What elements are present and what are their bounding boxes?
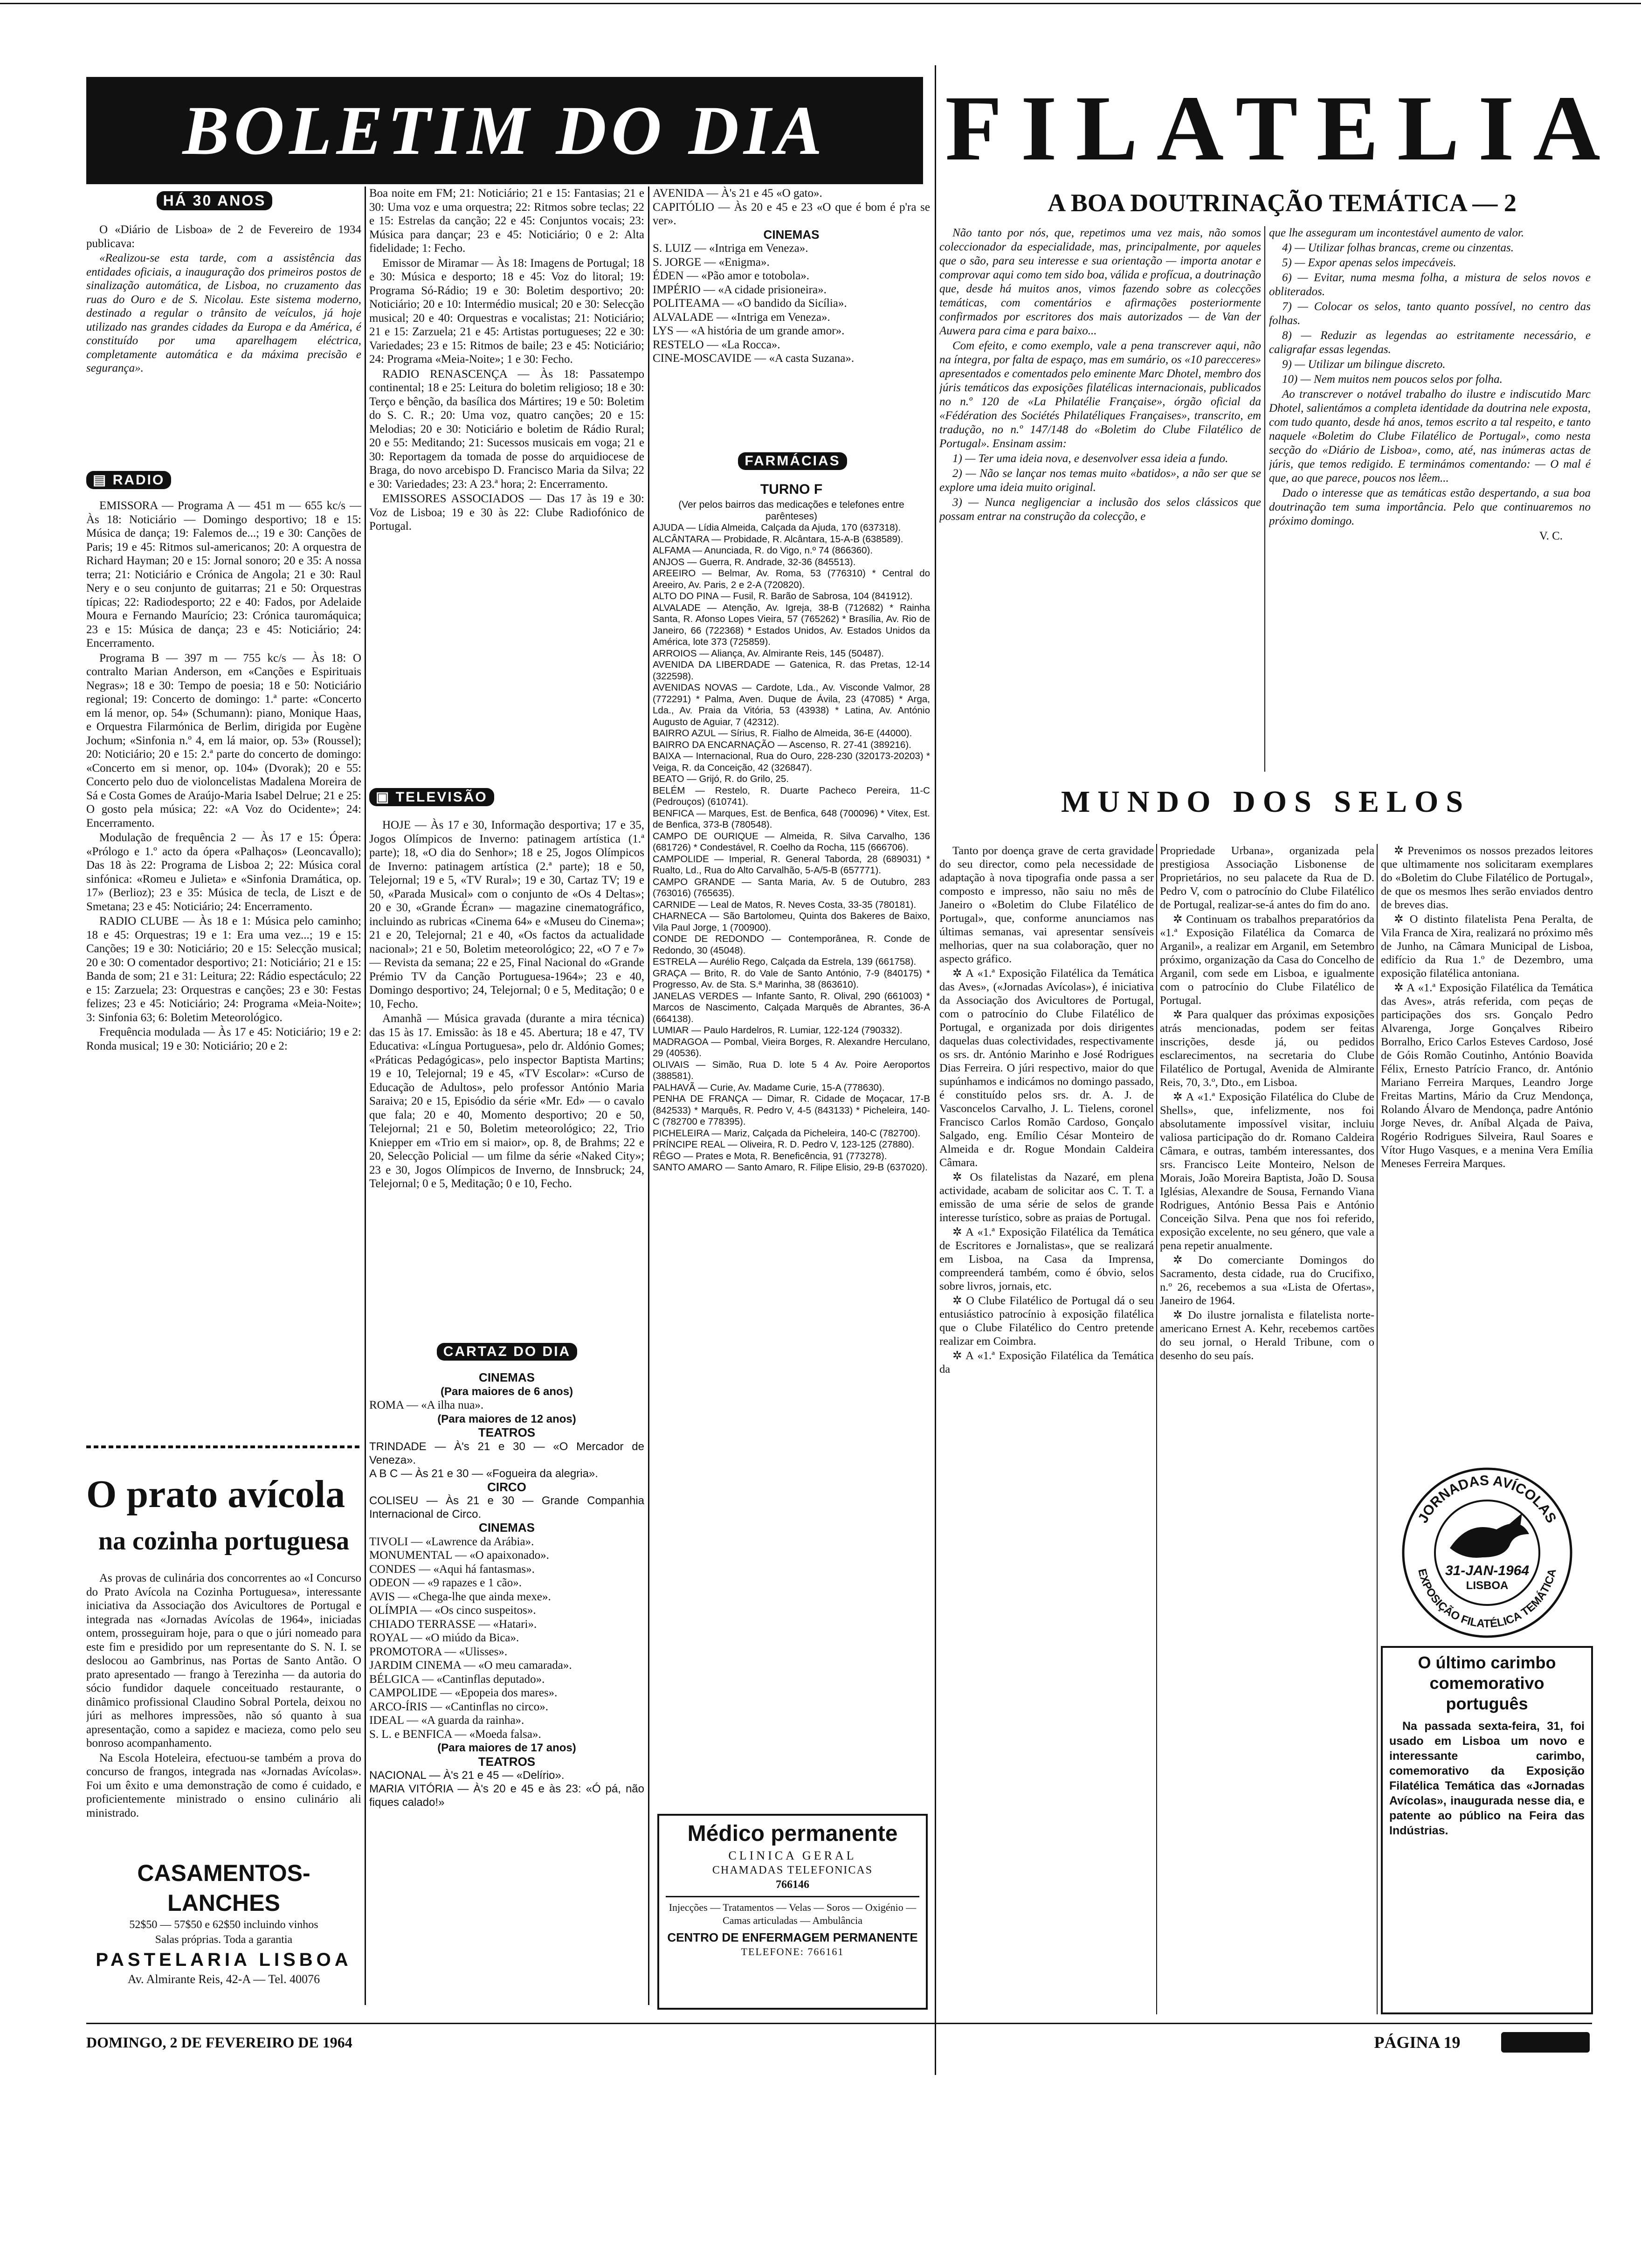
farmacia-2: ALFAMA — Anunciada, R. do Vigo, n.º 74 (866360). [653, 545, 873, 556]
filatelia-p3: 1) — Ter uma ideia nova, e desenvolver essa ideia a fundo. [952, 452, 1228, 465]
tv-article [369, 818, 644, 1336]
c3-list-1: CAPITÓLIO — Às 20 e 45 e 23 «O que é bom é p'ra se ver». [653, 201, 930, 227]
farmacia-9: AVENIDAS NOVAS — Cardote, Lda., Av. Visconde Valmor, 28 (772291) * Palma, Aven. Duque de Ávila, 23 (47085) * Arga, Lda., Av. Praia da Vitória, 53 (43938) * Latina, Av. António Augusto de Aguiar, 7 (42312). [653, 682, 930, 727]
footer-page: PÁGINA 19 [1374, 2033, 1461, 2052]
mundo-b2: ✲ Continuam os trabalhos preparatórios da «1.ª Exposição Filatélica da Comarca de Arganil», a realizar em Arganil, em Setembro próximo, organização da Casa do Concelho de Arganil, com sede em Lisboa, e igualmente com o patrocínio do Clube Filatélico de Portugal. [1160, 913, 1374, 1007]
postmark-bottom-text: EXPOSIÇÃO FILATÉLICA TEMÁTICA [1415, 1567, 1559, 1631]
cartaz-list-1: MONUMENTAL — «O apaixonado». [369, 1549, 549, 1562]
farmacia-16: CAMPO DE OURIQUE — Almeida, R. Silva Carvalho, 136 (681726) * Condestável, R. Coelho da Rocha, 115 (666706). [653, 830, 930, 853]
cartaz-list-10: BÉLGICA — «Cantinflas deputado». [369, 1673, 545, 1686]
c3-list-5: IMPÉRIO — «A cidade prisioneira». [653, 283, 827, 296]
ha30-tag: HÁ 30 ANOS [157, 191, 273, 210]
cartaz-column-3 [653, 187, 930, 448]
section-divider [935, 65, 936, 2075]
boletim-title: BOLETIM DO DIA [182, 92, 827, 169]
radio-fm: Frequência modulada — Às 17 e 45: Noticiário; 19 e 2: Ronda musical; 19 e 30: Noticiário; 20 e 2: [86, 1026, 361, 1052]
filatelia-q4: 6) — Evitar, numa mesma folha, a mistura de selos novos e obliterados. [1269, 271, 1591, 298]
radio-emissora: EMISSORA — Programa A — 451 m — 655 kc/s — Às 18: Noticiário — Domingo desportivo; 18 e 15: Música de dança; 19: Falemos de...; 19 e 30: Canções de Paris; 19 e 45: Ritmos sul-americanos; 20: A orquestra de Richard Hayman; 20 e 15: Jornal sonoro; 20 e 35: A nossa terra; 21: Noticiário e Crónica de Angola; 21 e 30: Raul Nery e o seu conjunto de guitarras; 21 e 50: Orquestras típicas; 22: Radiodesporto; 22 e 40: Fados, por Adelaide Moura e Fernando Maurício; 23: Crónica tauromáquica; 23 e 15: Música de dança; 23 e 45: Noticiário; 24: Encerramento. [86, 499, 361, 650]
filatelia-q8: 10) — Nem muitos nem poucos selos por folha. [1282, 373, 1503, 386]
boletim-do-dia-banner [86, 77, 923, 184]
medico-title: Médico permanente [687, 1821, 898, 1846]
c3-list-7: ALVALADE — «Intriga em Veneza». [653, 311, 830, 324]
tv-icon: ▣ [376, 789, 396, 805]
filatelia-p4: 2) — Não se lançar nos temas muito «batidos», a não ser que se explore uma ideia muito original. [939, 467, 1261, 494]
farmacia-29: PENHA DE FRANÇA — Dimar, R. Cidade de Moçacar, 17-B (842533) * Marquês, R. Pedro V, 4-5 (843133) * Picheleira, 140-C (782700 e 778395). [653, 1093, 930, 1127]
radio-miramar: Emissor de Miramar — Às 18: Imagens de Portugal; 18 e 30: Música e desporto; 18 e 45: Voz do litoral; 19: Programa Só-Rádio; 19 e 30: Boletim desportivo; 20: Noticiário; 20 e 10: Intermédio musical; 20 e 30: Selecção musical; 20 e 40: Orquestras e vocalistas; 21: Noticiário; 21 e 15: Zarzuela; 21 e 45: Artistas portugueses; 22 e 30: Variedades; 23 e 15: Ritmos de baile; 23 e 45: Noticiário; 24: Programa «Meia-Noite»; 1 e 30: Fecho. [369, 256, 644, 366]
farmacia-4: AREEIRO — Belmar, Av. Roma, 53 (776310) * Central do Areeiro, Av. Paris, 2 e 2-A (720820). [653, 568, 930, 590]
farmacia-22: ESTRELA — Aurélio Rego, Calçada da Estrela, 139 (661758). [653, 956, 917, 967]
mundo-col-1 [939, 844, 1154, 2019]
cartaz-column [369, 1371, 644, 1972]
farmacia-6: ALVALADE — Atenção, Av. Igreja, 38-B (712682) * Rainha Santa, R. Afonso Lopes Vieira, 57 (765262) * Brasília, Av. Rio de Janeiro, 66 (722368) * Estados Unidos, Av. Estados Unidos da América, lote 373 (725859). [653, 602, 930, 647]
farmacia-32: RÊGO — Prates e Mota, R. Beneficência, 91 (773278). [653, 1150, 887, 1162]
cartaz-cinemas-head: CINEMAS [479, 1371, 535, 1384]
mundo-b4: ✲ A «1.ª Exposição Filatélica do Clube de Shells», que, infelizmente, nos foi absolutamente impossível visitar, incluiu valiosa participação do dr. Romano Caldeira Câmara, e outras, também interessantes, dos srs. Francisco Leite Monteiro, Nelson de Morais, João Moreira Baptista, João D. Sousa Iglésias, Alexandre de Sousa, Fernando Viana Rodrigues, António Bessa Pais e António Conceição Silva. Pena que nos foi referido, exposição excelente, no seu género, que vale a pena repetir anualmente. [1160, 1091, 1374, 1252]
farmacia-33: SANTO AMARO — Santo Amaro, R. Filipe Elisio, 29-B (637020). [653, 1162, 928, 1173]
c3-cinemas-head: CINEMAS [763, 227, 820, 242]
cartaz-maiores6: (Para maiores de 6 anos) [440, 1385, 573, 1398]
ad-salas: Salas próprias. Toda a garantia [155, 1934, 293, 1946]
cartaz-list-14: S. L. e BENFICA — «Moeda falsa». [369, 1728, 541, 1741]
mundo-b5: ✲ Do comerciante Domingos do Sacramento, desta cidade, rua do Crucifixo, n.º 26, recebemos a sua «Lista de Ofertas», Janeiro de 1964. [1160, 1254, 1374, 1307]
filatelia-col-1 [939, 226, 1261, 776]
farmacia-26: MADRAGOA — Pombal, Vieira Borges, R. Alexandre Herculano, 29 (40536). [653, 1036, 930, 1058]
medico-clinica: CLINICA GERAL [728, 1849, 857, 1862]
radio-label: RADIO [112, 472, 165, 488]
cartaz-maiores17: (Para maiores de 17 anos) [437, 1742, 576, 1754]
prato-p1: As provas de culinária dos concorrentes ao «I Concurso do Prato Avícola na Cozinha Portuguesa», interessante iniciativa da Associação dos Avicultores de Portugal e integrada nas «Jornadas Avícolas de 1964», iniciadas ontem, prosseguiram hoje, para o que o júri nomeado para este fim e presidido por um representante do S. N. I. se deslocou ao Gambrinus, nas Portas de Santo Antão. O prato apresentado — frango à Terezinha — da autoria do sócio fundidor daquele conceituado restaurante, o dinâmico profissional Claudino Sobral Portela, deixou no júri as melhores impressões, não só quanto à sua apresentação, como a sapidez e macieza, como pelo seu bonroso acompanhamento. [86, 1572, 361, 1749]
ad-prices: 52$50 — 57$50 e 62$50 incluindo vinhos [129, 1919, 318, 1931]
cartaz-list-13: IDEAL — «A guarda da rainha». [369, 1714, 524, 1727]
filatelia-p2: Com efeito, e como exemplo, vale a pena transcrever aqui, não na íntegra, por falta de espaço, mas em sumário, os «10 parecceres» apresentados e comentados pelo eminente Marc Dhotel, membro dos júris temáticos das exposições filatélicas internacionais, publicados no n.º 120 de «La Philatélie Française», órgão oficial da «Fédération des Sociétés Philatéliques Françaises», transcrito, em tradução, no n.º 147/148 do «Boletim do Clube Filatélico de Portugal». Ensinam assim: [939, 339, 1261, 450]
prato-title-1: O prato avícola [86, 1473, 345, 1516]
radio-modulacao: Modulação de frequência 2 — Às 17 e 15: Ópera: «Prólogo e 1.º acto da ópera «Palhaços» (Leoncavallo); Das 18 às 22: Programa de Lisboa 2; 22: Música coral sinfónica: «Romeu e Julieta» e «Sinfonia Dramática, op. 17» (Berlioz); 23 e 35: Música de tecla, de Liszt e de Smetana; 23 e 45: Noticiário; 24: Encerramento. [86, 831, 361, 913]
farmacia-24: JANELAS VERDES — Infante Santo, R. Olival, 290 (661003) * Marcos de Nascimento, Calçada Marquês de Abrantes, 36-A (664138). [653, 990, 930, 1024]
farmacia-20: CHARNECA — São Bartolomeu, Quinta dos Bakeres de Baixo, Vila Paul Jorge, 1 (700900). [653, 911, 930, 933]
farmacia-18: CAMPO GRANDE — Santa Maria, Av. 5 de Outubro, 283 (763016) (765635). [653, 876, 930, 899]
farmacia-11: BAIRRO DA ENCARNAÇÃO — Ascenso, R. 27-41 (389216). [653, 739, 911, 750]
radio-programa-b: Programa B — 397 m — 755 kc/s — Às 18: O contralto Marian Anderson, em «Canções e Espirituais Negras»; 18 e 30: Tempo de poesia; 18 e 50: Noticiário regional; 19: Concerto de domingo: 1.ª parte: «Concerto em lá menor, op. 54» (Schumann): piano, Monique Haas, e Orquestra Filarmónica de Berlim, dirigida por Eugène Jochum; «Sinfonia n.º 4, em lá maior, op. 53» (Roussel); 20: Noticiário; 20 e 15: 2.ª parte do concerto de domingo: «Concerto em si menor, op. 104» (Dvorak); 20 e 55: Concerto pelo duo de violoncelistas Madalena Moreira de Sá e Costa Gomes de Araújo-Maria Isabel Delrue; 21 e 25: O gosto pela música; 22: «A Voz do Ocidente»; 24: Encerramento. [86, 651, 361, 830]
farmacia-17: CAMPOLIDE — Imperial, R. General Taborda, 28 (689031) * Rualto, Ld., Rua do Alto Carvalhão, 5-A/5-B (657771). [653, 853, 930, 876]
cartaz-list-6: CHIADO TERRASSE — «Hatari». [369, 1618, 537, 1631]
mundo-a2: ✲ A «1.ª Exposição Filatélica da Temática das Aves», («Jornadas Avícolas»), é iniciativa da Associação dos Avicultores de Portugal, com o patrocínio do Clube Filatélico de Portugal, e organizada por dois dirigentes daquelas duas colectividades, respectivamente os srs. dr. António Marinho e José Rodrigues Dias Ferreira. O júri respectivo, maior do que supúnhamos e indicámos no domingo passado, é constituído pelos srs. dr. A. J. de Vasconcelos Carvalho, J. L. Tielens, coronel Francisco Carlos Romão Cardoso, Gonçalo Salgado, eng. Emílio César Monteiro de Almeida e dr. Rogue Mondain Caldeira Câmara. [939, 967, 1154, 1169]
c3-list-8: LYS — «A história de um grande amor». [653, 325, 845, 337]
c3-list-2: S. LUIZ — «Intriga em Veneza». [653, 242, 808, 255]
farmacias-intro: (Ver pelos bairros das medicações e telefones entre parênteses) [678, 499, 904, 522]
filatelia-q2: 4) — Utilizar folhas brancas, creme ou cinzentas. [1282, 242, 1514, 254]
cartaz-list-8: PROMOTORA — «Ulisses». [369, 1645, 508, 1658]
farmacia-31: PRÍNCIPE REAL — Oliveira, R. D. Pedro V, 123-125 (27880). [653, 1139, 915, 1150]
filatelia-q6: 8) — Reduzir as legendas ao estritamente necessário, e caligrafar essas legendas. [1269, 329, 1591, 356]
mundo-title: MUNDO DOS SELOS [1061, 785, 1471, 819]
cartaz-list-2: CONDES — «Aqui há fantasmas». [369, 1563, 535, 1576]
column-rule-1 [365, 187, 366, 2005]
mundo-col-3 [1381, 844, 1593, 1459]
cartaz-coliseu: COLISEU — Às 21 e 30 — Grande Companhia Internacional de Circo. [369, 1494, 644, 1521]
farmacia-10: BAIRRO AZUL — Sírius, R. Fialho de Almeida, 36-E (44000). [653, 728, 912, 739]
ha30-article [86, 223, 361, 472]
cartaz-abc: A B C — Às 21 e 30 — «Fogueira da alegria». [369, 1467, 598, 1480]
farmacia-27: OLIVAIS — Simão, Rua D. lote 5 4 Av. Poire Aeroportos (388581). [653, 1059, 930, 1081]
farmacia-13: BEATO — Grijó, R. do Grilo, 25. [653, 774, 789, 784]
mundo-c1: ✲ Prevenimos os nossos prezados leitores que ultimamente nos solicitaram exemplares do «Boletim do Clube Filatélico de Portugal», de que os mesmos lhes serão enviados dentro de breves dias. [1381, 844, 1593, 911]
farmacia-30: PICHELEIRA — Mariz, Calçada da Picheleira, 140-C (782700). [653, 1127, 921, 1139]
ha30-body: «Realizou-se esta tarde, com a assistência das entidades oficiais, a inauguração dos primeiros postos de sinalização automática, de Lisboa, no cruzamento das ruas do Ouro e de S. Nicolau. Este sistema moderno, destinado a regular o trânsito de veículos, já hoje utilizado nas grandes cidades da Europa e da América, é constituído por uma aparelhagem eléctrica, completamente automática e da máxima precisão e segurança». [86, 252, 361, 374]
postmark-city: LISBOA [1466, 1579, 1509, 1592]
cartaz-list-5: OLÍMPIA — «Os cinco suspeitos». [369, 1604, 536, 1617]
medico-tel2: TELEFONE: 766161 [741, 1946, 844, 1957]
cartaz-list-3: ODEON — «9 rapazes e 1 cão». [369, 1577, 522, 1589]
farmacia-8: AVENIDA DA LIBERDADE — Gatenica, R. das Pretas, 12-14 (322598). [653, 659, 930, 682]
radio-tag [86, 471, 171, 489]
mundo-c3: ✲ A «1.ª Exposição Filatélica da Temática das Aves», atrás referida, com peças de participações dos srs. Gonçalo Pedro Alvarenga, Jorge Gonçalves Ribeiro Borralho, Erico Carlos Esteves Cardoso, José de Góis Romão Coutinho, António Boavida Félix, Ernesto Patrício Franco, dr. António Mariano Ferreira Marques, Leandro Jorge Freitas Martins, Mário da Cruz Mendonça, Rolando Álvaro de Mendonça, padre António Jorge Neves, dr. Aníbal Alçada de Paiva, Rogério Rodrigues Silveira, Raul Soares e Vítor Hugo Vasques, e a menina Vera Emília Meneses Ferreira Marques. [1381, 982, 1593, 1170]
cartaz-maiores12: (Para maiores de 12 anos) [437, 1412, 576, 1425]
cartaz-teatros2-head: TEATROS [478, 1754, 536, 1769]
mundo-a3: ✲ Os filatelistas da Nazaré, em plena actividade, acabam de solicitar aos C. T. T. a emissão de uma série de selos de grande interesse turístico, sobre as praias de Portugal. [939, 1171, 1154, 1224]
farmacia-28: PALHAVÃ — Curie, Av. Madame Curie, 15-A (778630). [653, 1082, 885, 1093]
c3-list-0: AVENIDA — À's 21 e 45 «O gato». [653, 187, 822, 200]
filatelia-title: FILATELIA [945, 76, 1619, 180]
carimbo-body: Na passada sexta-feira, 31, foi usado em Lisboa um novo e interessante carimbo, comemorativo da Exposição Filatélica Temática das «Jornadas Avícolas», inaugurada nesse dia, e patente ao público na Feira das Indústrias. [1389, 1720, 1585, 1837]
tv-amanha: Amanhã — Música gravada (durante a mira técnica) das 15 às 17. Emissão: às 18 e 45. Abertura; 18 e 47, TV Educativa: «Língua Portuguesa», pelo dr. Aldónio Gomes; «Práticas Pedagógicas», pelo inspector Baptista Martins; 19 e 10, Telejornal; 19 e 45, «TV Escolar»: «Curso de Educação de Adultos», pelo professor António Maria Saraiva; 20 e 15, Episódio da série «Mr. Ed» — o cavalo que fala; 20 e 40, Momento desportivo; 20 e 50, Telejornal; 21 e 50, Boletim meteorológico; 22, Trio Kniepper em «Trio em si maior», op. 8, de Brahms; 22 e 20, Selecção Policial — um filme da série «Naked City»; 23 e 30, Jogos Olímpicos de Inverno, de Innsbruck; 24, Telejornal; 0 e 5, Meditação; 0 e 10, Fecho. [369, 1012, 644, 1190]
filatelia-q3: 5) — Expor apenas selos impecáveis. [1282, 256, 1456, 269]
cartaz-nacional: NACIONAL — À's 21 e 45 — «Delírio». [369, 1769, 565, 1782]
medico-centro: CENTRO DE ENFERMAGEM PERMANENTE [667, 1930, 918, 1944]
carimbo-box [1381, 1646, 1593, 2014]
tv-tag-wrap [369, 788, 565, 811]
cartaz-list-0: TIVOLI — «Lawrence da Arábia». [369, 1535, 534, 1548]
filatelia-p5: 3) — Nunca negligenciar a inclusão dos selos clássicos que possam entrar na construção da colecção, e [939, 496, 1261, 523]
mundo-a1: Tanto por doença grave de certa gravidade do seu director, como pela necessidade de adaptação à nova tipografia onde passa a ser composto e impresso, não saiu no mês de Janeiro o «Boletim do Clube Filatélico de Portugal», que, conforme anunciamos nas últimas semanas, vai apresentar sensíveis melhorias, quer na sua colaboração, quer no aspecto gráfico. [939, 844, 1154, 965]
mundo-a6: ✲ A «1.ª Exposição Filatélica da Temática da [939, 1349, 1154, 1376]
farmacia-23: GRAÇA — Brito, R. do Vale de Santo António, 7-9 (840175) * Progresso, Av. de Sta. S.ª Marinha, 38 (863610). [653, 968, 930, 990]
mundo-b1: Propriedade Urbana», organizada pela prestigiosa Associação Lisbonense de Proprietários, no seu palacete da Rua de D. Pedro V, com o patrocínio do Clube Filatélico de Portugal, realizar-se-á antes do fim do ano. [1160, 844, 1374, 911]
tv-label: TELEVISÃO [395, 789, 488, 805]
c3-list-4: ÉDEN — «Pão amor e totobola». [653, 270, 810, 282]
filatelia-q10: Dado o interesse que as temáticas estão despertando, a sua boa doutrinação tem suma importância. Pelo que continuaremos no próximo domingo. [1269, 487, 1591, 527]
c3-list-9: RESTELO — «La Rocca». [653, 338, 780, 351]
medico-services: Injecções — Tratamentos — Velas — Soros — Oxigénio — Camas articuladas — Ambulância [669, 1902, 917, 1926]
carimbo-title: O último carimbo comemorativo português [1418, 1653, 1556, 1713]
radio-column-1 [86, 499, 361, 1436]
farmacia-19: CARNIDE — Leal de Matos, R. Neves Costa, 33-35 (780181). [653, 899, 917, 910]
cartaz-list-9: JARDIM CINEMA — «O meu camarada». [369, 1659, 572, 1672]
medico-chamadas: CHAMADAS TELEFONICAS [712, 1864, 873, 1876]
farmacia-0: AJUDA — Lídia Almeida, Calçada da Ajuda, 170 (637318). [653, 522, 901, 533]
radio-renascenca: RADIO RENASCENÇA — Às 18: Passatempo continental; 18 e 25: Leitura do boletim religioso; 18 e 30: Terço e bênção, da basílica dos Mártires; 19 e 50: Boletim do S. C. R.; 20: Uma voz, quatro canções; 20 e 15: Melodias; 20 e 30: Noticiário e boletim de Rádio Rural; 20 e 55: Meditando; 21: Sucessos musicais em voga; 21 e 30: Reportagem da tomada de posse do arquidiocese de Braga, do novo arcebispo D. Francisco Maria da Silva; 22 e 30: Variedades; 23: A 23.ª hora; 2: Encerramento. [369, 367, 644, 491]
farmacia-14: BELÉM — Restelo, R. Duarte Pacheco Pereira, 11-C (Pedrouços) (610741). [653, 785, 930, 807]
footer-date: DOMINGO, 2 DE FEVEREIRO DE 1964 [86, 2034, 352, 2051]
radio-clube: RADIO CLUBE — Às 18 e 1: Música pelo caminho; 18 e 45: Orquestras; 19 e 1: Era uma vez...; 19 e 15: Canções; 19 e 30: Noticiário; 20 e 15: Selecção musical; 20 e 30: O comentador desportivo; 21: Noticiário; 21 e 15: Banda de som; 21 e 31: Leitura; 22: Rádio espectáculo; 22 e 15: Zarzuela; 23: Orquestras e canções; 23 e 30: Festas felizes; 23 e 45: Noticiário; 24: Programa «Meia-Noite»; 3: Sinfonia 63; 6: Boletim Meteorológico. [86, 915, 361, 1024]
cartaz-list-11: CAMPOLIDE — «Epopeia dos mares». [369, 1687, 558, 1699]
cartaz-teatros-head: TEATROS [478, 1425, 536, 1439]
filatelia-q7: 9) — Utilizar um bilingue discreto. [1282, 358, 1446, 371]
radio-fm-cont: Boa noite em FM; 21: Noticiário; 21 e 15: Fantasias; 21 e 30: Uma voz e uma orquestra; 22: Ritmos sobre teclas; 22 e 15: Estrelas da canção; 22 e 45: Conjuntos vocais; 23: Música para dançar; 23 e 45: Noticiário; 0 e 2: Alta fidelidade; 1: Fecho. [369, 187, 644, 255]
prato-p2: Na Escola Hoteleira, efectuou-se também a prova do concurso de frangos, integrada nas «Jornadas Avícolas». Foi um êxito e uma demonstração de como é cuidado, e proficientemente ministrado o ensino culinário ali ministrado. [86, 1751, 361, 1819]
farmacia-5: ALTO DO PINA — Fusil, R. Barão de Sabrosa, 104 (841912). [653, 591, 913, 602]
farmacia-15: BENFICA — Marques, Est. de Benfica, 648 (700096) * Vitex, Est. de Benfica, 373-B (780548). [653, 808, 930, 830]
radio-column-2 [369, 187, 644, 779]
cartaz-list-4: AVIS — «Chega-lhe que ainda mexe». [369, 1590, 551, 1603]
filatelia-q5: 7) — Colocar os selos, tanto quanto possível, no centro das folhas. [1269, 300, 1591, 327]
cartaz-tag-wrap [373, 1343, 641, 1366]
farmacia-12: BAIXA — Internacional, Rua do Ouro, 228-230 (320173-20203) * Veiga, R. da Conceição, 42 (326847). [653, 751, 930, 773]
c3-list-10: CINE-MOSCAVIDE — «A casta Suzana». [653, 352, 855, 365]
top-rule [0, 3, 1641, 4]
filatelia-subtitle: A BOA DOUTRINAÇÃO TEMÁTICA — 2 [1048, 189, 1517, 217]
mundo-c2: ✲ O distinto filatelista Pena Peralta, de Vila Franca de Xira, realizará no próximo mês de Junho, na Câmara Municipal de Lisboa, edifício da Rua 1.º de Dezembro, uma exposição filatélica antoniana. [1381, 913, 1593, 980]
medico-tel: 766146 [776, 1879, 809, 1891]
mundo-col-rule-2 [1377, 844, 1378, 2014]
postmark [1399, 1464, 1576, 1641]
cartaz-mariavitoria: MARIA VITÓRIA — À's 20 e 45 e às 23: «Ó pá, não fiques calado!» [369, 1783, 644, 1809]
tv-tag [369, 788, 494, 806]
farmacia-3: ANJOS — Guerra, R. Andrade, 32-36 (845513). [653, 556, 856, 567]
radio-associados: EMISSORES ASSOCIADOS — Das 17 às 19 e 30: Voz de Lisboa; 19 e 30 às 22: Clube Radiofónico de Portugal. [369, 492, 644, 532]
farmacias-turno: TURNO F [760, 482, 823, 497]
radio-icon: ▤ [93, 472, 113, 488]
filatelia-sign: V. C. [1539, 530, 1563, 542]
postmark-svg [1399, 1464, 1576, 1641]
postmark-date: 31-JAN-1964 [1445, 1563, 1530, 1578]
c3-list-3: S. JORGE — «Enigma». [653, 256, 770, 269]
column-rule-2 [648, 187, 649, 2005]
mundo-a4: ✲ A «1.ª Exposição Filatélica da Temática de Escritores e Jornalistas», que se realizará em Lisboa, na Casa da Imprensa, compreenderá também, como é óbvio, selos sobre livros, jornais, etc. [939, 1226, 1154, 1293]
ad-title: CASAMENTOS-LANCHES [137, 1860, 310, 1916]
farmacia-1: ALCÂNTARA — Probidade, R. Alcântara, 15-A-B (638589). [653, 533, 903, 545]
cartaz-tag: CARTAZ DO DIA [437, 1343, 577, 1361]
mundo-col-rule-1 [1156, 844, 1157, 2014]
prato-title-2: na cozinha portuguesa [98, 1527, 350, 1556]
footer-logo-block [1501, 2032, 1590, 2053]
postmark-top-text: JORNADAS AVÍCOLAS [1415, 1473, 1559, 1526]
farmacias-list [653, 480, 930, 1805]
mundo-col-2 [1160, 844, 1374, 2019]
cartaz-list-12: ARCO-ÍRIS — «Cantinflas no circo». [369, 1700, 548, 1713]
farmacia-21: CONDE DE REDONDO — Contemporânea, R. Conde de Redondo, 30 (45048). [653, 933, 930, 956]
farmacias-tag-wrap [657, 452, 928, 477]
dove-icon [1450, 1513, 1529, 1558]
ha30-tag-wrap [131, 191, 298, 217]
casamentos-ad [86, 1858, 361, 1993]
prato-article [86, 1571, 361, 1856]
cartaz-roma: ROMA — «A ilha nua». [369, 1399, 484, 1411]
c3-list-6: POLITEAMA — «O bandido da Sicília». [653, 297, 847, 310]
radio-tag-wrap [86, 471, 226, 494]
filatelia-p1: Não tanto por nós, que, repetimos uma vez mais, não somos coleccionador da especialidade, mas, principalmente, por aqueles que o são, para seu interesse e sua orientação — importa anotar e comprovar aqui como tem sido boa, válida e profícua, a doutrinação que, desde há muitos anos, vimos fazendo sobre as colecções temáticas, com comentários e afirmações posteriormente confirmados por escritores dos mais autorizados — de Van der Auwera para cima e para baixo... [939, 227, 1261, 337]
filatelia-col-2 [1269, 226, 1591, 776]
filatelia-q1: que lhe asseguram um incontestável aumento de valor. [1269, 227, 1524, 239]
cartaz-circo-head: CIRCO [487, 1480, 526, 1494]
farmacia-25: LUMIAR — Paulo Hardelros, R. Lumiar, 122-124 (790332). [653, 1025, 903, 1036]
ha30-intro: O «Diário de Lisboa» de 2 de Fevereiro de 1934 publicava: [86, 223, 361, 250]
cartaz-trindade: TRINDADE — À's 21 e 30 — «O Mercador de Veneza». [369, 1440, 644, 1466]
footer-rule [86, 2023, 1592, 2024]
mundo-a5: ✲ O Clube Filatélico de Portugal dá o seu entusiástico patrocínio à exposição filatélica que o Clube Filatélico do Centro pretende realizar em Coimbra. [939, 1294, 1154, 1348]
tv-hoje: HOJE — Às 17 e 30, Informação desportiva; 17 e 35, Jogos Olímpicos de Inverno: patinagem artística (1.ª parte); 18, «O dia do Senhor»; 18 e 25, Jogos Olímpicos de Inverno: patinagem artística (2.ª parte); 18 e 50, Telejornal; 19 e 5, «TV Rural»; 19 e 30, Cartaz TV; 19 e 50, «Parada Musical» com o conjunto de «Os 4 Deltas»; 20 e 30, «Grande Écran» — magazine cinematográfico, incluindo as rubricas «Cinema 64» e «Museu do Cinema»; 21 e 20, Telejornal; 21 e 40, «Os factos da actualidade nacional»; 21 e 50, Boletim meteorológico; 22, «O 7 e 7» — Revista da semana; 22 e 25, Final Nacional do «Grande Prémio TV da Canção Portuguesa-1964»; 23 e 40, Domingo desportivo; 24, Telejornal; 0 e 5, Meditação; 0 e 10, Fecho. [369, 819, 644, 1010]
filatelia-q9: Ao transcrever o notável trabalho do ilustre e indiscutido Marc Dhotel, salientámos a completa identidade da doutrina nele exposta, com tudo quanto, desde há anos, temos escrito a tal respeito, e tanto naquele «Boletim do Clube Filatélico de Portugal», como nesta secção do «Diário de Lisboa», como, até, nas inúmeras actas de júris, que temos redigido. E terminámos comentando: — O mal é que, ao que parece, poucos nos lêem... [1269, 388, 1591, 484]
ad-address: Av. Almirante Reis, 42-A — Tel. 40076 [127, 1972, 320, 1986]
farmacias-tag: FARMÁCIAS [738, 452, 847, 470]
medico-box [657, 1814, 928, 2010]
dotted-rule [86, 1445, 361, 1448]
filatelia-col-rule [1264, 226, 1265, 772]
ad-pastelaria: PASTELARIA LISBOA [96, 1950, 352, 1970]
mundo-b3: ✲ Para qualquer das próximas exposições atrás mencionadas, podem ser feitas inscrições, desde já, ou pedidos esclarecimentos, na secretaria do Clube Filatélico de Portugal, Avenida de Almirante Reis, 70, 3.º, Dto., em Lisboa. [1160, 1009, 1374, 1089]
cartaz-list-7: ROYAL — «O miúdo da Bica». [369, 1632, 519, 1644]
farmacia-7: ARROIOS — Aliança, Av. Almirante Reis, 145 (50487). [653, 648, 884, 659]
cartaz-cinemas2-head: CINEMAS [479, 1521, 535, 1535]
mundo-b6: ✲ Do ilustre jornalista e filatelista norte-americano Ernest A. Kehr, recebemos cartões do seu jornal, o Herald Tribune, com o desenho do seu país. [1160, 1309, 1374, 1362]
